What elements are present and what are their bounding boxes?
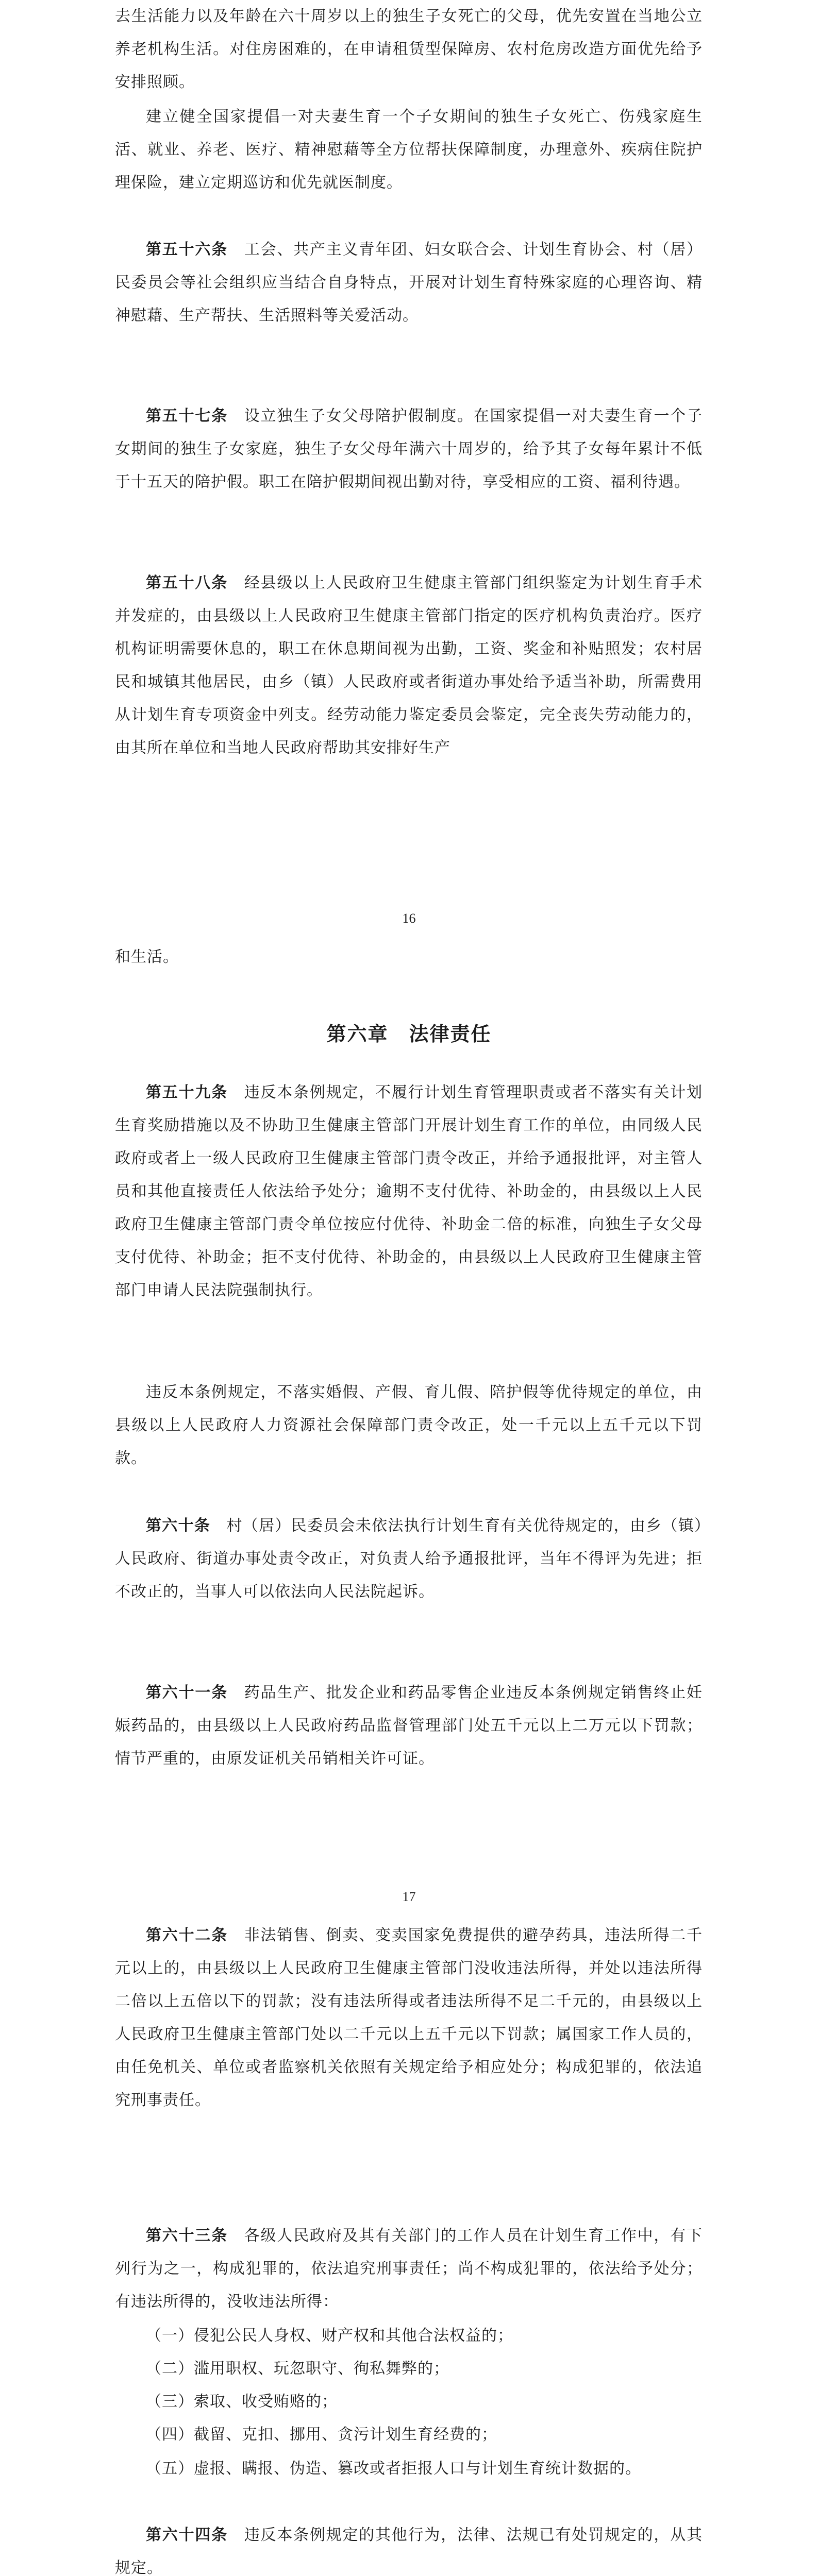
article-61-label: 第六十一条	[146, 1684, 228, 1702]
page-number-17: 17	[402, 1889, 416, 1904]
article-63: 第六十三条 各级人民政府及其有关部门的工作人员在计划生育工作中，有下列行为之一，构成犯罪的，依法追究刑事责任；尚不构成犯罪的，依法给予处分；有违法所得的，没收违法所得：	[115, 2227, 703, 2311]
article-58: 第五十八条 经县级以上人民政府卫生健康主管部门组织鉴定为计划生育手术并发症的，由县级以上人民政府卫生健康主管部门指定的医疗机构负责治疗。医疗机构证明需要休息的，职工在休息期间视为出勤，工资、奖金和补贴照发；农村居民和城镇其他居民，由乡（镇）人民政府或者街道办事处给予适当补助，所需费用从计划生育专项资金中列支。经劳动能力鉴定委员会鉴定，完全丧失劳动能力的，由其所在单位和当地人民政府帮助其安排好生产	[115, 574, 703, 757]
article-60-label: 第六十条	[146, 1517, 211, 1535]
page-number-16: 16	[402, 911, 416, 926]
article-63-item-2: （二）滥用职权、玩忽职守、徇私舞弊的；	[146, 2360, 449, 2378]
article-63-label: 第六十三条	[146, 2227, 228, 2245]
article-56: 第五十六条 工会、共产主义青年团、妇女联合会、计划生育协会、村（居）民委员会等社会组织应当结合自身特点，开展对计划生育特殊家庭的心理咨询、精神慰藉、生产帮扶、生活照料等关爱活动。	[115, 241, 703, 325]
article-58-label: 第五十八条	[146, 574, 228, 592]
article-63-item-5: （五）虚报、瞒报、伪造、篡改或者拒报人口与计划生育统计数据的。	[146, 2460, 641, 2478]
article-59-label: 第五十九条	[146, 1083, 228, 1101]
article-63-item-4: （四）截留、克扣、挪用、贪污计划生育经费的；	[146, 2426, 497, 2444]
chapter-6-title: 第六章 法律责任	[326, 1023, 492, 1045]
article-57: 第五十七条 设立独生子女父母陪护假制度。在国家提倡一对夫妻生育一个子女期间的独生子女家庭，独生子女父母年满六十周岁的，给予其子女每年累计不低于十五天的陪护假。职工在陪护假期间视出勤对待，享受相应的工资、福利待遇。	[115, 407, 703, 491]
paragraph-intro-2: 建立健全国家提倡一对夫妻生育一个子女期间的独生子女死亡、伤残家庭生活、就业、养老、医疗、精神慰藉等全方位帮扶保障制度，办理意外、疾病住院护理保险，建立定期巡访和优先就医制度。	[115, 108, 703, 192]
article-64-label: 第六十四条	[146, 2526, 228, 2544]
article-62: 第六十二条 非法销售、倒卖、变卖国家免费提供的避孕药具，违法所得二千元以上的，由县级以上人民政府卫生健康主管部门没收违法所得，并处以违法所得二倍以上五倍以下的罚款；没有违法所得或者违法所得不足二千元的，由县级以上人民政府卫生健康主管部门处以二千元以上五千元以下罚款；属国家工作人员的，由任免机关、单位或者监察机关依照有关规定给予相应处分；构成犯罪的，依法追究刑事责任。	[115, 1926, 703, 2109]
article-60: 第六十条 村（居）民委员会未依法执行计划生育有关优待规定的，由乡（镇）人民政府、街道办事处责令改正，对负责人给予通报批评，当年不得评为先进；拒不改正的，当事人可以依法向人民法院起诉。	[115, 1517, 703, 1601]
article-62-label: 第六十二条	[146, 1926, 228, 1944]
paragraph-intro-1: 去生活能力以及年龄在六十周岁以上的独生子女死亡的父母，优先安置在当地公立养老机构生活。对住房困难的，在申请租赁型保障房、农村危房改造方面优先给予安排照顾。	[115, 7, 703, 91]
article-63-item-3: （三）索取、收受贿赂的；	[146, 2393, 338, 2411]
article-57-label: 第五十七条	[146, 407, 228, 425]
article-61: 第六十一条 药品生产、批发企业和药品零售企业违反本条例规定销售终止妊娠药品的，由县级以上人民政府药品监督管理部门处五千元以上二万元以下罚款；情节严重的，由原发证机关吊销相关许可证。	[115, 1684, 703, 1768]
article-58-continued: 和生活。	[115, 948, 179, 966]
article-56-label: 第五十六条	[146, 241, 228, 259]
article-59: 第五十九条 违反本条例规定，不履行计划生育管理职责或者不落实有关计划生育奖励措施以及不协助卫生健康主管部门开展计划生育工作的单位，由同级人民政府或者上一级人民政府卫生健康主管部门责令改正，并给予通报批评，对主管人员和其他直接责任人依法给予处分；逾期不支付优待、补助金的，由县级以上人民政府卫生健康主管部门责令单位按应付优待、补助金二倍的标准，向独生子女父母支付优待、补助金；拒不支付优待、补助金的，由县级以上人民政府卫生健康主管部门申请人民法院强制执行。	[115, 1083, 703, 1299]
article-59-paragraph-2: 违反本条例规定，不落实婚假、产假、育儿假、陪护假等优待规定的单位，由县级以上人民政府人力资源社会保障部门责令改正，处一千元以上五千元以下罚款。	[115, 1383, 703, 1467]
article-63-item-1: （一）侵犯公民人身权、财产权和其他合法权益的；	[146, 2327, 513, 2345]
article-64: 第六十四条 违反本条例规定的其他行为，法律、法规已有处罚规定的，从其规定。	[115, 2526, 703, 2576]
